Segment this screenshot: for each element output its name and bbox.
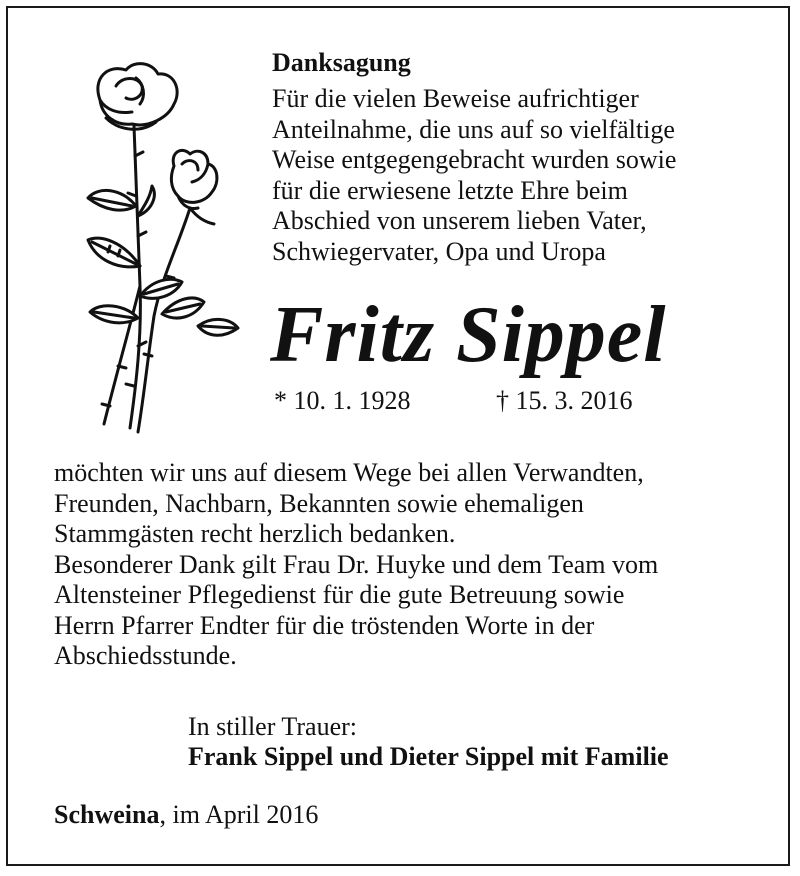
intro-line: Abschied von unserem lieben Vater, [272, 206, 647, 235]
thanks-body-text [54, 458, 658, 672]
heading-title: Danksagung [272, 48, 411, 77]
intro-line: Schwiegervater, Opa und Uropa [272, 236, 606, 266]
place-date-line [54, 800, 318, 830]
body-line: möchten wir uns auf diesem Wege bei allen Verwandten, [54, 458, 644, 487]
rose-icon [78, 56, 248, 436]
obituary-notice [6, 6, 790, 866]
place-name: Schweina [54, 800, 160, 829]
body-line: Herrn Pfarrer Endter für die tröstenden Worte in der [54, 610, 595, 640]
intro-text [272, 84, 676, 267]
date-text: , im April 2016 [159, 800, 319, 829]
intro-line: Anteilnahme, die uns auf so vielfältige [272, 114, 675, 144]
body-line: Stammgästen recht herzlich bedanken. [54, 519, 456, 548]
body-line: Abschiedsstunde. [54, 641, 237, 670]
life-dates [274, 386, 633, 416]
intro-line: Weise entgegengebracht wurden sowie [272, 145, 677, 174]
body-line: Altensteiner Pflegedienst für die gute Betreuung sowie [54, 580, 625, 609]
intro-line: Für die vielen Beweise aufrichtiger [272, 84, 639, 113]
mourning-label: In stiller Trauer: [188, 712, 357, 741]
body-line: Besonderer Dank gilt Frau Dr. Huyke und dem Team vom [54, 549, 659, 579]
mourners-names: Frank Sippel und Dieter Sippel mit Familie [188, 742, 669, 771]
birth-date: * 10. 1. 1928 [274, 386, 411, 415]
deceased-name: Fritz Sippel [270, 291, 667, 379]
body-line: Freunden, Nachbarn, Bekannten sowie ehemaligen [54, 488, 584, 518]
intro-line: für die erwiesene letzte Ehre beim [272, 175, 628, 205]
death-date: † 15. 3. 2016 [496, 386, 633, 415]
